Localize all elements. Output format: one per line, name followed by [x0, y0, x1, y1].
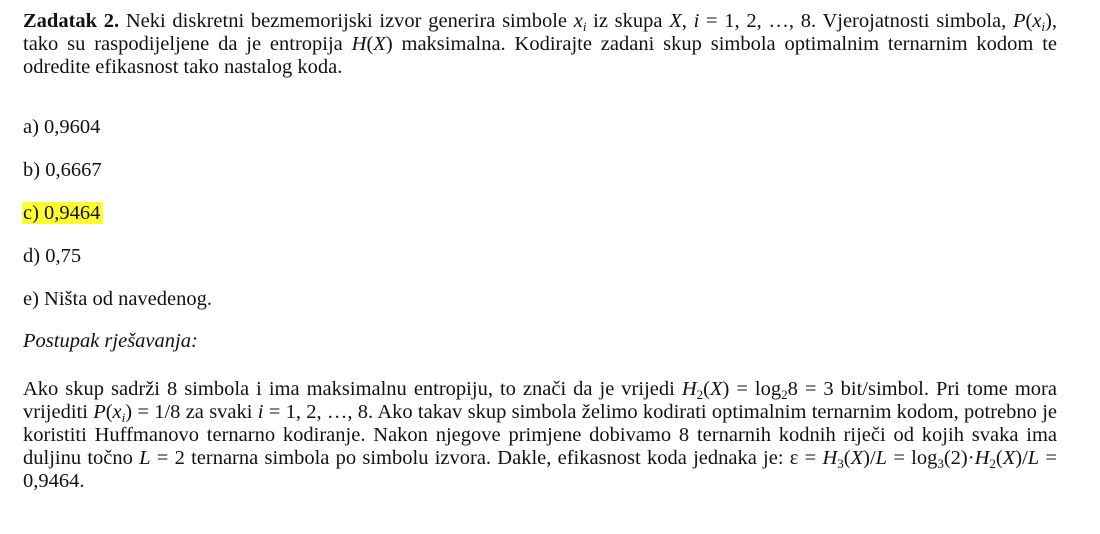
- option-e: e) Ništa od navedenog.: [23, 288, 212, 310]
- task-text: ) maksimalna. Kodirajte zadani skup simbola optimalnim ternarnim kodom te odredite efikasnost tako nastalog koda.: [23, 33, 1057, 78]
- solution-text: [23, 378, 1057, 493]
- math-var: i: [693, 10, 700, 32]
- solution-heading: Postupak rješavanja:: [23, 330, 198, 352]
- sol-text: (: [995, 447, 1003, 469]
- math-var: L: [1027, 447, 1040, 469]
- option-c-row: [23, 200, 103, 226]
- math-var: H: [351, 33, 367, 55]
- sol-text: (: [105, 401, 113, 423]
- math-var: X: [1002, 447, 1016, 469]
- sol-text: = 0,9464.: [23, 447, 1057, 492]
- math-var: X: [709, 378, 723, 400]
- math-sub: 2: [781, 387, 788, 402]
- math-sub: i: [582, 19, 587, 34]
- math-var: x: [573, 10, 583, 32]
- math-sub: 2: [989, 456, 996, 471]
- math-var: P: [1012, 10, 1026, 32]
- math-var: H: [974, 447, 990, 469]
- math-var: L: [875, 447, 888, 469]
- math-var: X: [669, 10, 682, 32]
- task-text: iz skupa: [586, 10, 670, 32]
- math-var: H: [681, 378, 697, 400]
- math-var: i: [257, 401, 264, 423]
- math-var: x: [1032, 10, 1042, 32]
- math-sub: 2: [696, 387, 704, 402]
- sol-text: ) = 1/8 za svaki: [125, 401, 258, 423]
- task-text: = 1, 2, …, 8. Vjerojatnosti simbola,: [699, 10, 1013, 32]
- math-var: P: [93, 401, 106, 423]
- math-var: x: [112, 401, 122, 423]
- sol-text: 8 = 3 bit/simbol. Pri tome mora vrijediti: [23, 378, 1057, 423]
- option-d: d) 0,75: [23, 245, 82, 267]
- math-var: X: [850, 447, 864, 469]
- math-var: H: [822, 447, 838, 469]
- option-a: a) 0,9604: [23, 116, 101, 138]
- math-sub: i: [1041, 19, 1046, 34]
- sol-text: Ako skup sadrži 8 simbola i ima maksimalnu entropiju, to znači da je vrijedi: [23, 378, 682, 400]
- task-text: Neki diskretni bezmemorijski izvor generira simbole: [119, 10, 574, 32]
- option-c-highlighted: c) 0,9464: [22, 202, 103, 224]
- math-sub: 3: [837, 456, 844, 471]
- task-statement: [23, 10, 1057, 79]
- sol-text: (2)·: [943, 447, 975, 469]
- option-b: b) 0,6667: [23, 159, 102, 181]
- sol-text: )/: [863, 447, 876, 469]
- task-text: ,: [681, 10, 694, 32]
- math-sub: 3: [937, 456, 944, 471]
- task-label: Zadatak 2.: [23, 10, 120, 32]
- sol-text: (: [703, 378, 710, 400]
- task-text: (: [366, 33, 374, 55]
- sol-text: (: [843, 447, 851, 469]
- task-text: ), tako su raspodijeljene da je entropija: [23, 10, 1057, 55]
- task-text: (: [1025, 10, 1033, 32]
- math-sub: i: [121, 410, 126, 425]
- sol-text: )/: [1015, 447, 1028, 469]
- sol-text: = 2 ternarna simbola po simbolu izvora. Dakle, efikasnost koda jednaka je: ε =: [150, 447, 823, 469]
- math-var: L: [139, 447, 151, 469]
- sol-text: = 1, 2, …, 8. Ako takav skup simbola želimo kodirati optimalnim ternarnim kodom, potrebno je koristiti Huffmanovo ternarno kodiranje. Nakon njegove primjene dobivamo 8 ternarnih kodnih riječi od kojih svaka ima duljinu točno: [23, 401, 1057, 469]
- math-var: X: [373, 33, 386, 55]
- sol-text: = log: [887, 447, 938, 469]
- sol-text: ) = log: [722, 378, 782, 400]
